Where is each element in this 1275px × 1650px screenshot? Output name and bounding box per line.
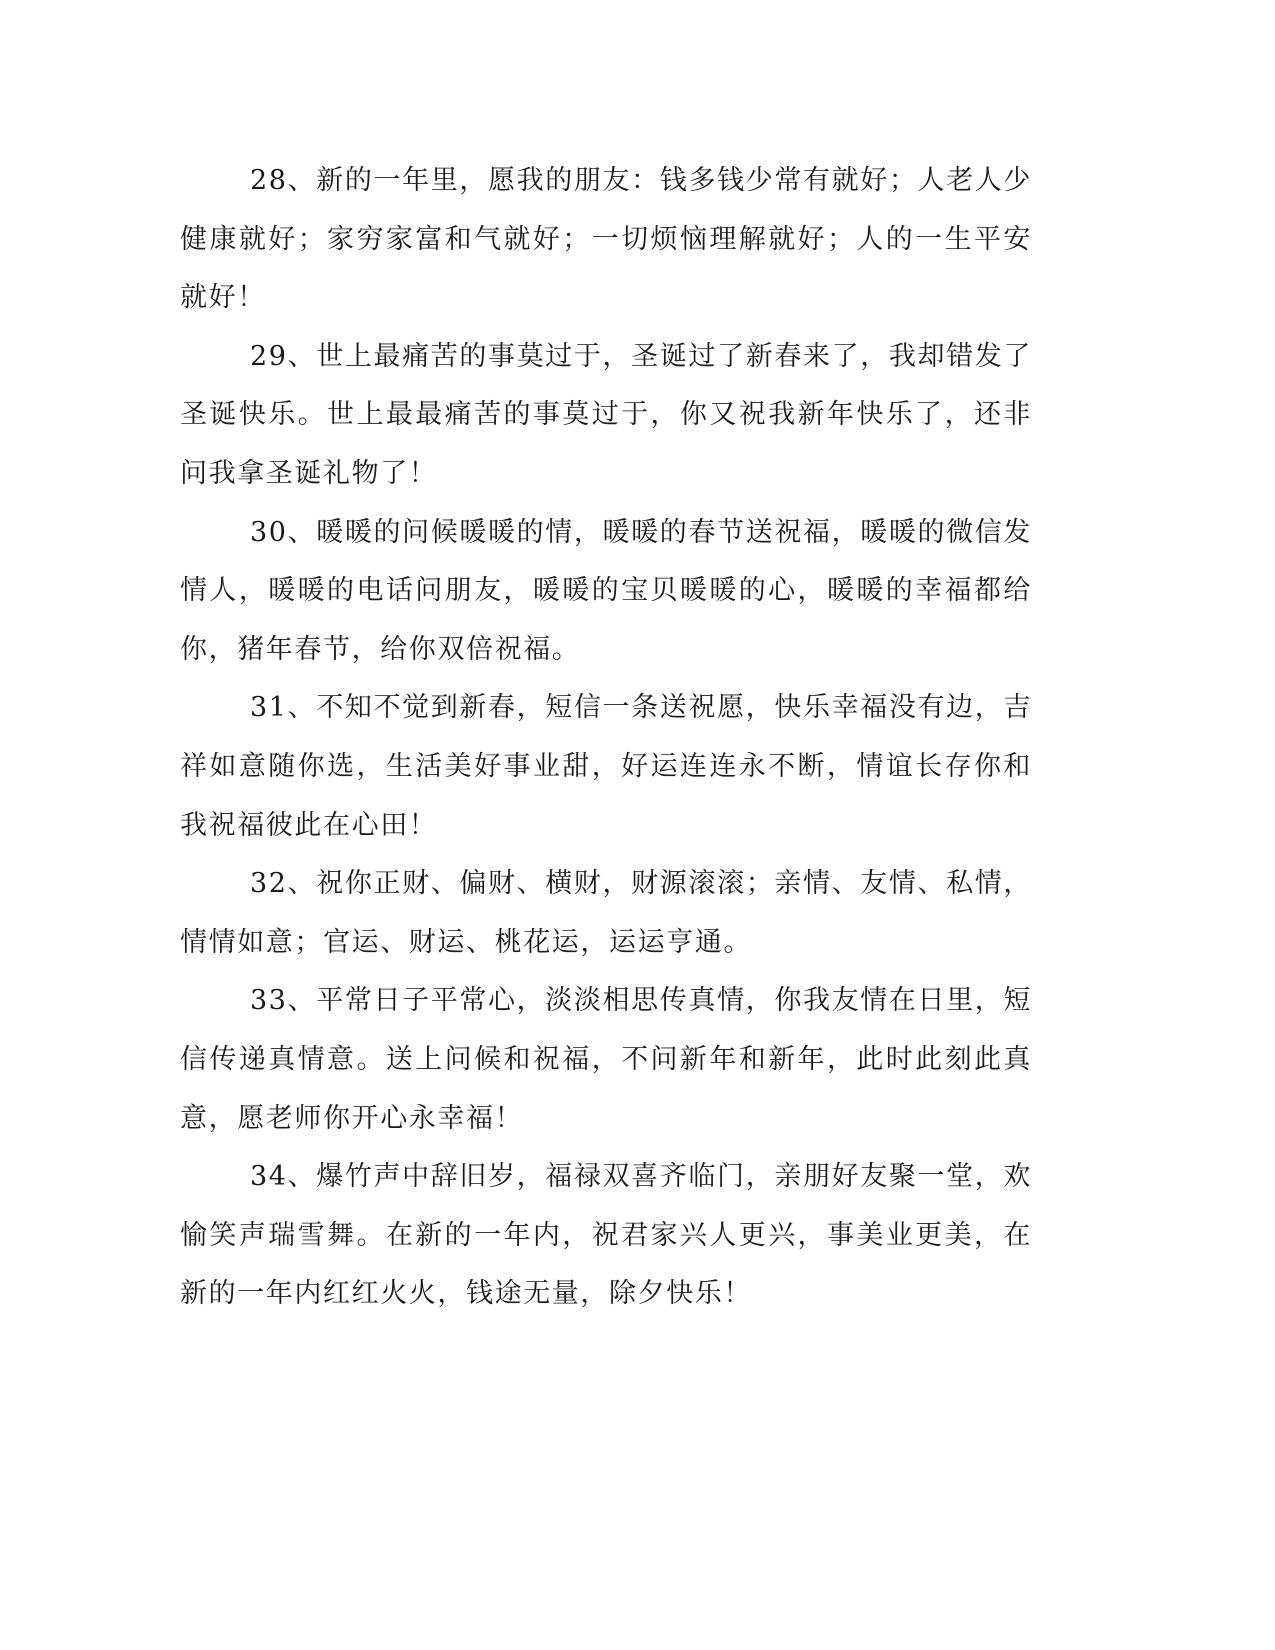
paragraph-34: 34、爆竹声中辞旧岁，福禄双喜齐临门，亲朋好友聚一堂，欢愉笑声瑞雪舞。在新的一年内，祝君家兴人更兴，事美业更美，在新的一年内红红火火，钱途无量，除夕快乐！ <box>180 1161 1032 1310</box>
paragraph-30: 30、暖暖的问候暖暖的情，暖暖的春节送祝福，暖暖的微信发情人，暖暖的电话问朋友，暖暖的宝贝暖暖的心，暖暖的幸福都给你，猪年春节，给你双倍祝福。 <box>180 516 1032 665</box>
paragraph-32: 32、祝你正财、偏财、横财，财源滚滚；亲情、友情、私情，情情如意；官运、财运、桃花运，运运亨通。 <box>180 868 1032 958</box>
paragraph-28: 28、新的一年里，愿我的朋友：钱多钱少常有就好；人老人少健康就好；家穷家富和气就好；一切烦恼理解就好；人的一生平安就好！ <box>180 165 1032 314</box>
document-body <box>180 152 1032 1324</box>
paragraph-31: 31、不知不觉到新春，短信一条送祝愿，快乐幸福没有边，吉祥如意随你选，生活美好事业甜，好运连连永不断，情谊长存你和我祝福彼此在心田！ <box>180 692 1032 841</box>
paragraph-29: 29、世上最痛苦的事莫过于，圣诞过了新春来了，我却错发了圣诞快乐。世上最最痛苦的事莫过于，你又祝我新年快乐了，还非问我拿圣诞礼物了！ <box>180 340 1032 489</box>
paragraph-33: 33、平常日子平常心，淡淡相思传真情，你我友情在日里，短信传递真情意。送上问候和祝福，不问新年和新年，此时此刻此真意，愿老师你开心永幸福！ <box>180 985 1032 1134</box>
